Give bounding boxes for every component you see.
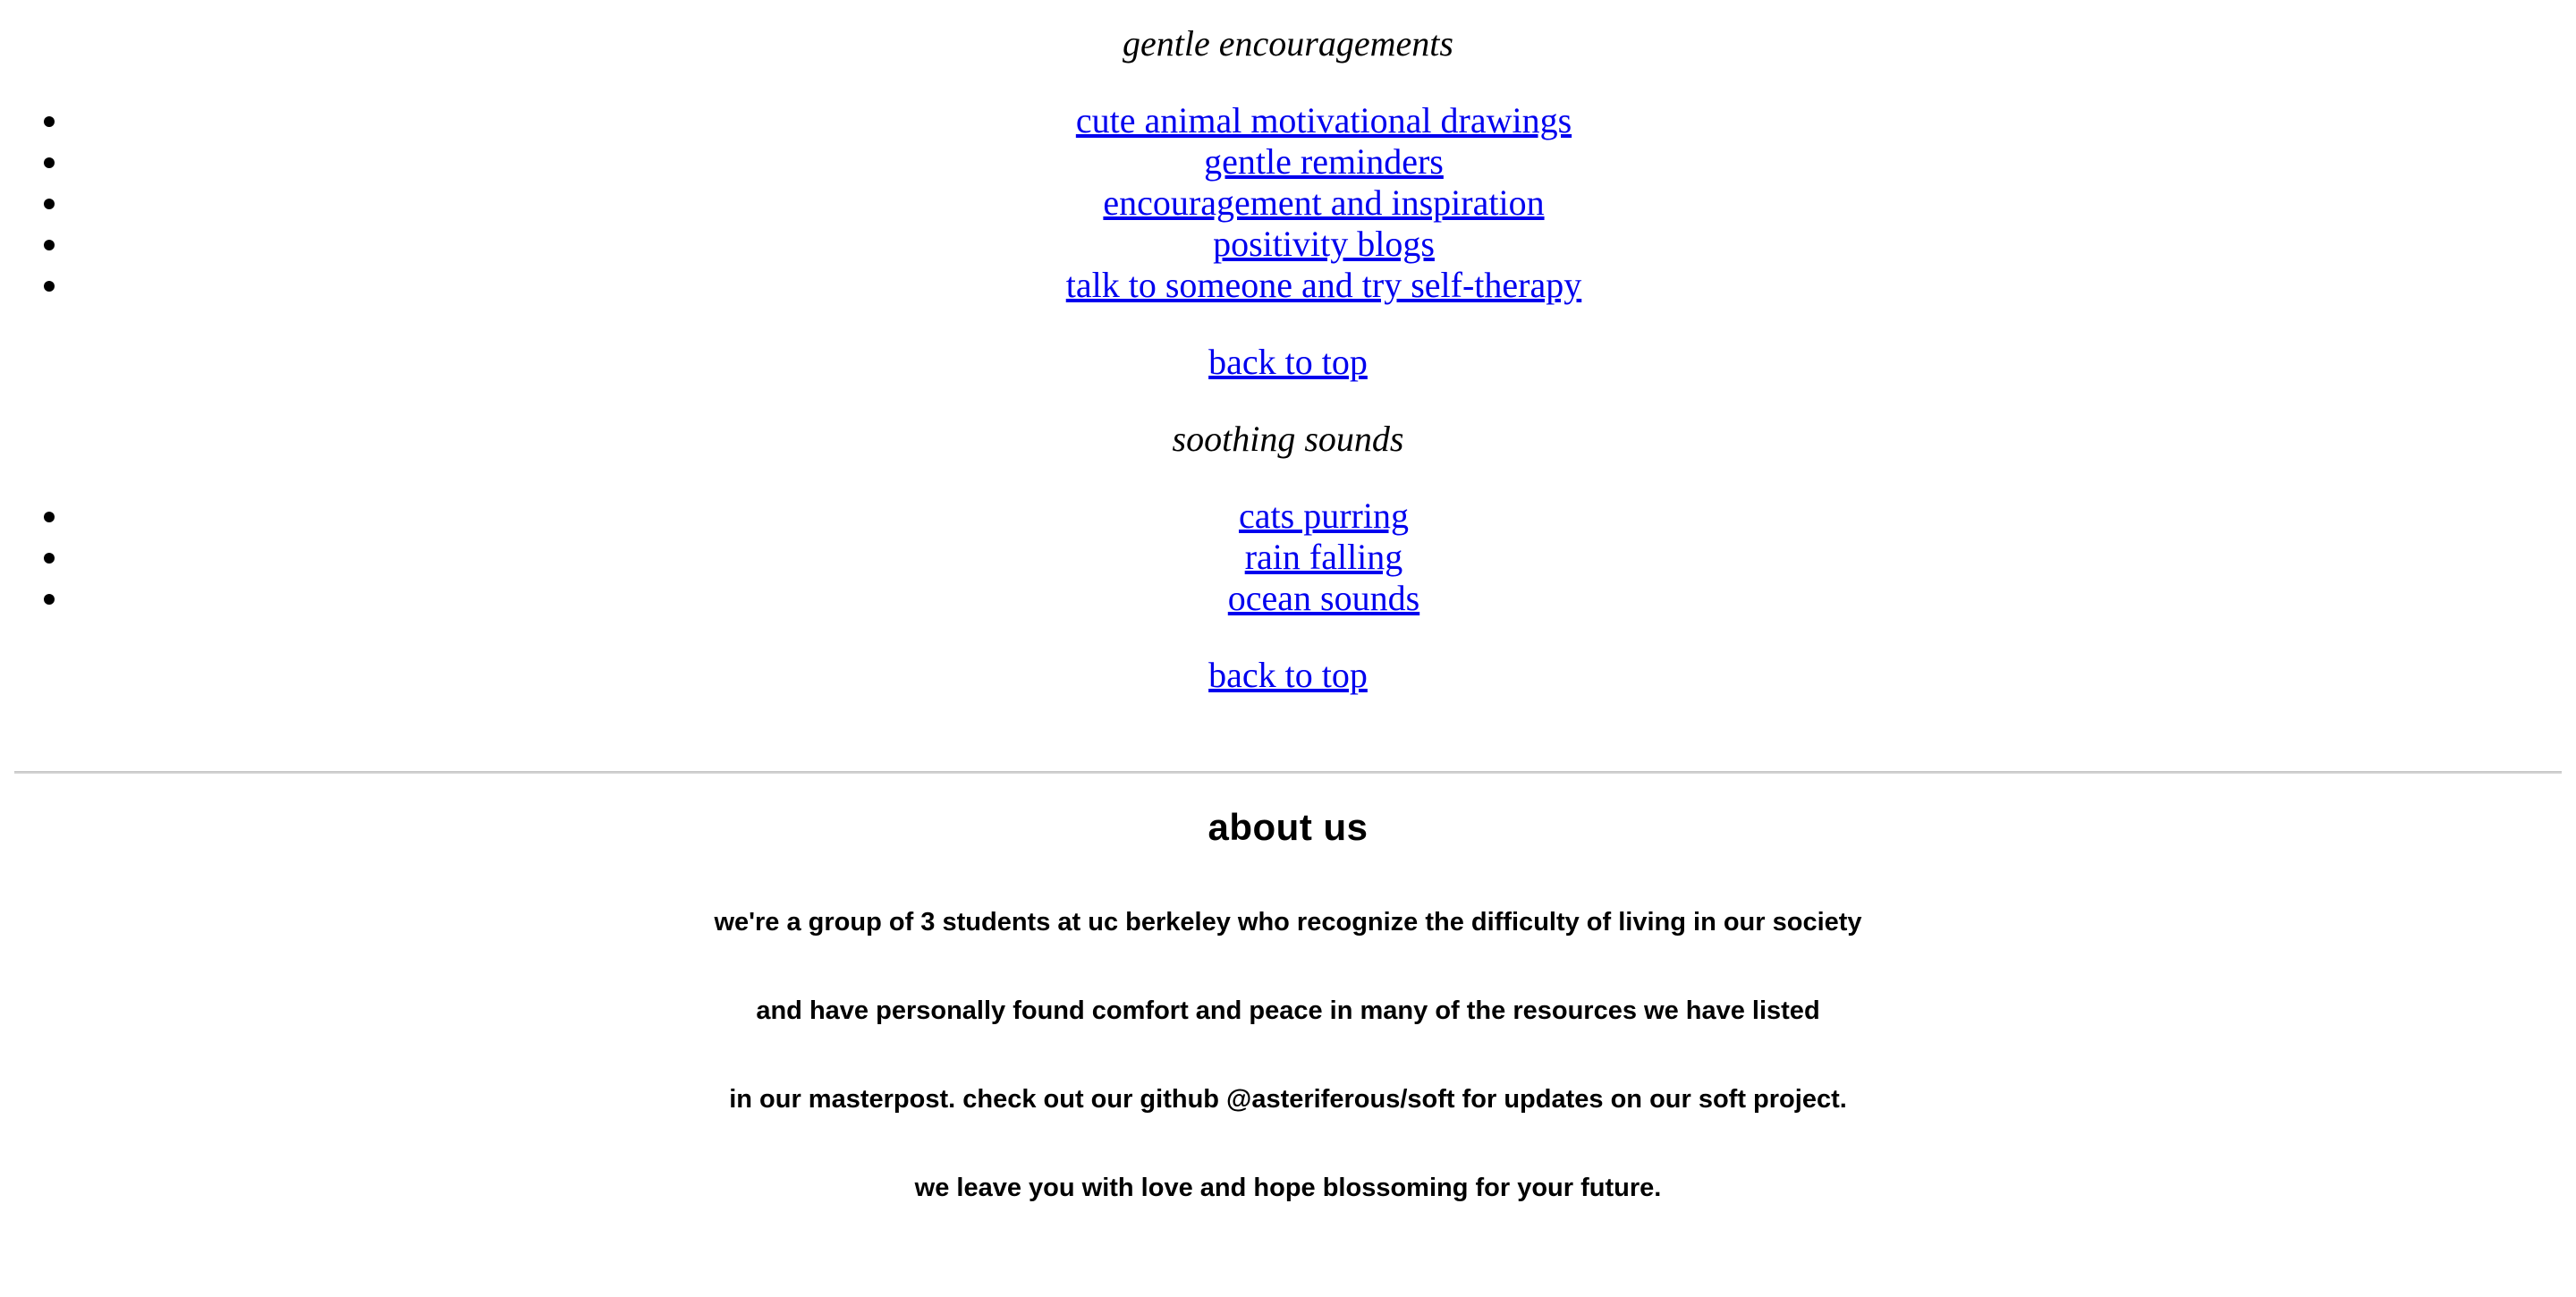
- resource-link-positivity-blogs[interactable]: positivity blogs: [1213, 224, 1435, 264]
- about-section: [0, 806, 2576, 1203]
- masterpost-page: [0, 23, 2576, 1203]
- list-item: [72, 537, 2576, 578]
- resource-link-gentle-reminders[interactable]: gentle reminders: [1204, 141, 1444, 182]
- list-item: [72, 141, 2576, 182]
- about-paragraph: and have personally found comfort and peace in many of the resources we have listed: [756, 996, 1820, 1025]
- section-heading-soothing-sounds: soothing sounds: [1172, 419, 1404, 459]
- list-item: [72, 265, 2576, 306]
- section-divider: [14, 771, 2562, 774]
- section-soothing-sounds: [0, 419, 2576, 696]
- list-item: [72, 578, 2576, 619]
- resource-link-cute-animal-drawings[interactable]: cute animal motivational drawings: [1075, 100, 1572, 140]
- about-heading: about us: [1208, 806, 1368, 848]
- back-to-top-wrapper: [0, 342, 2576, 383]
- list-item: [72, 182, 2576, 224]
- list-item: [72, 224, 2576, 265]
- about-paragraph: we're a group of 3 students at uc berkeley who recognize the difficulty of living in our society: [714, 908, 1862, 937]
- resource-list-gentle-encouragements: [0, 100, 2576, 306]
- back-to-top-link[interactable]: back to top: [1208, 655, 1368, 695]
- page-body: [0, 23, 2576, 1297]
- list-item: [72, 496, 2576, 537]
- resource-link-cats-purring[interactable]: cats purring: [1239, 496, 1409, 536]
- resource-link-ocean-sounds[interactable]: ocean sounds: [1227, 578, 1420, 618]
- back-to-top-link[interactable]: back to top: [1208, 342, 1368, 382]
- resource-list-soothing-sounds: [0, 496, 2576, 619]
- back-to-top-wrapper: [0, 655, 2576, 696]
- resource-sections: [0, 23, 2576, 696]
- resource-link-encouragement-inspiration[interactable]: encouragement and inspiration: [1103, 182, 1545, 223]
- section-heading-gentle-encouragements: gentle encouragements: [1123, 23, 1453, 64]
- list-item: [72, 100, 2576, 141]
- resource-link-rain-falling[interactable]: rain falling: [1244, 537, 1403, 577]
- section-gentle-encouragements: [0, 23, 2576, 383]
- resource-link-talk-self-therapy[interactable]: talk to someone and try self-therapy: [1065, 265, 1582, 305]
- about-paragraph: we leave you with love and hope blossoming for your future.: [914, 1174, 1662, 1202]
- about-paragraph: in our masterpost. check out our github @asteriferous/soft for updates on our soft project.: [729, 1085, 1847, 1114]
